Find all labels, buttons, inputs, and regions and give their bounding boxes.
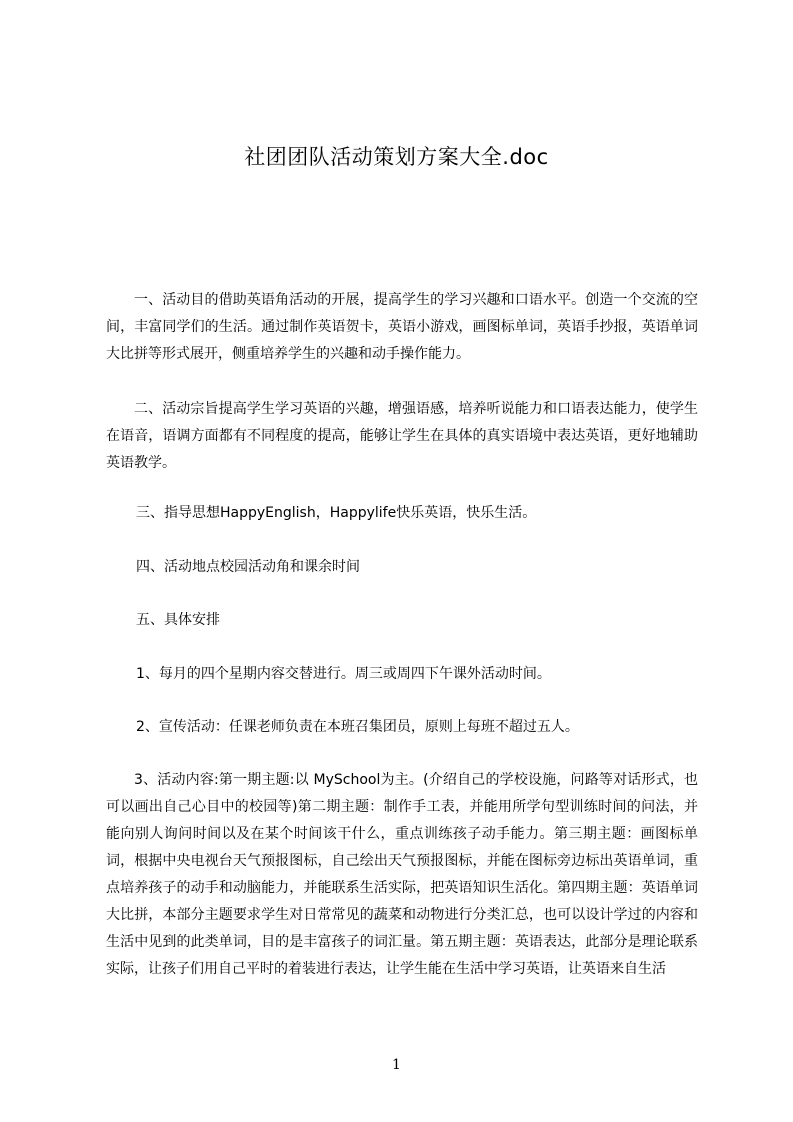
paragraph-activity-purpose: 一、活动目的借助英语角活动的开展，提高学生的学习兴趣和口语水平。创造一个交流的空间，丰富同学们的生活。通过制作英语贺卡，英语小游戏，画图标单词，英语手抄报，英语单词大比拼等形式展开，侧重培养学生的兴趣和动手操作能力。 [106, 292, 698, 362]
paragraph-schedule-item-1: 1、每月的四个星期内容交替进行。周三或周四下午课外活动时间。 [136, 666, 551, 682]
paragraph-arrangement-heading: 五、具体安排 [136, 612, 220, 628]
paragraph-guiding-idea: 三、指导思想HappyEnglish，Happylife快乐英语，快乐生活。 [136, 505, 537, 521]
page-number: 1 [392, 1057, 401, 1073]
paragraph-schedule-item-3: 3、活动内容:第一期主题:以 MySchool为主。(介绍自己的学校设施，问路等对话形式，也可以画出自己心目中的校园等)第二期主题：制作手工表，并能用所学句型训练时间的问法，并能向别人询问时间以及在某个时间该干什么，重点训练孩子动手能力。第三期主题：画图标单词，根据中央电视台天气预报图标，自己绘出天气预报图标，并能在图标旁边标出英语单词，重点培养孩子的动手和动脑能力，并能联系生活实际，把英语知识生活化。第四期主题：英语单词大比拼，本部分主题要求学生对日常常见的蔬菜和动物进行分类汇总，也可以设计学过的内容和生活中见到的此类单词，目的是丰富孩子的词汇量。第五期主题：英语表达，此部分是理论联系实际，让孩子们用自己平时的着装进行表达，让学生能在生活中学习英语，让英语来自生活 [106, 772, 698, 977]
paragraph-activity-location: 四、活动地点校园活动角和课余时间 [136, 559, 360, 575]
paragraph-activity-aim: 二、活动宗旨提高学生学习英语的兴趣，增强语感，培养听说能力和口语表达能力，使学生在语音，语调方面都有不同程度的提高，能够让学生在具体的真实语境中表达英语，更好地辅助英语教学。 [106, 401, 698, 471]
paragraph-schedule-item-2: 2、宣传活动：任课老师负责在本班召集团员，原则上每班不超过五人。 [136, 719, 579, 735]
document-title: 社团团队活动策划方案大全.doc [244, 145, 549, 169]
